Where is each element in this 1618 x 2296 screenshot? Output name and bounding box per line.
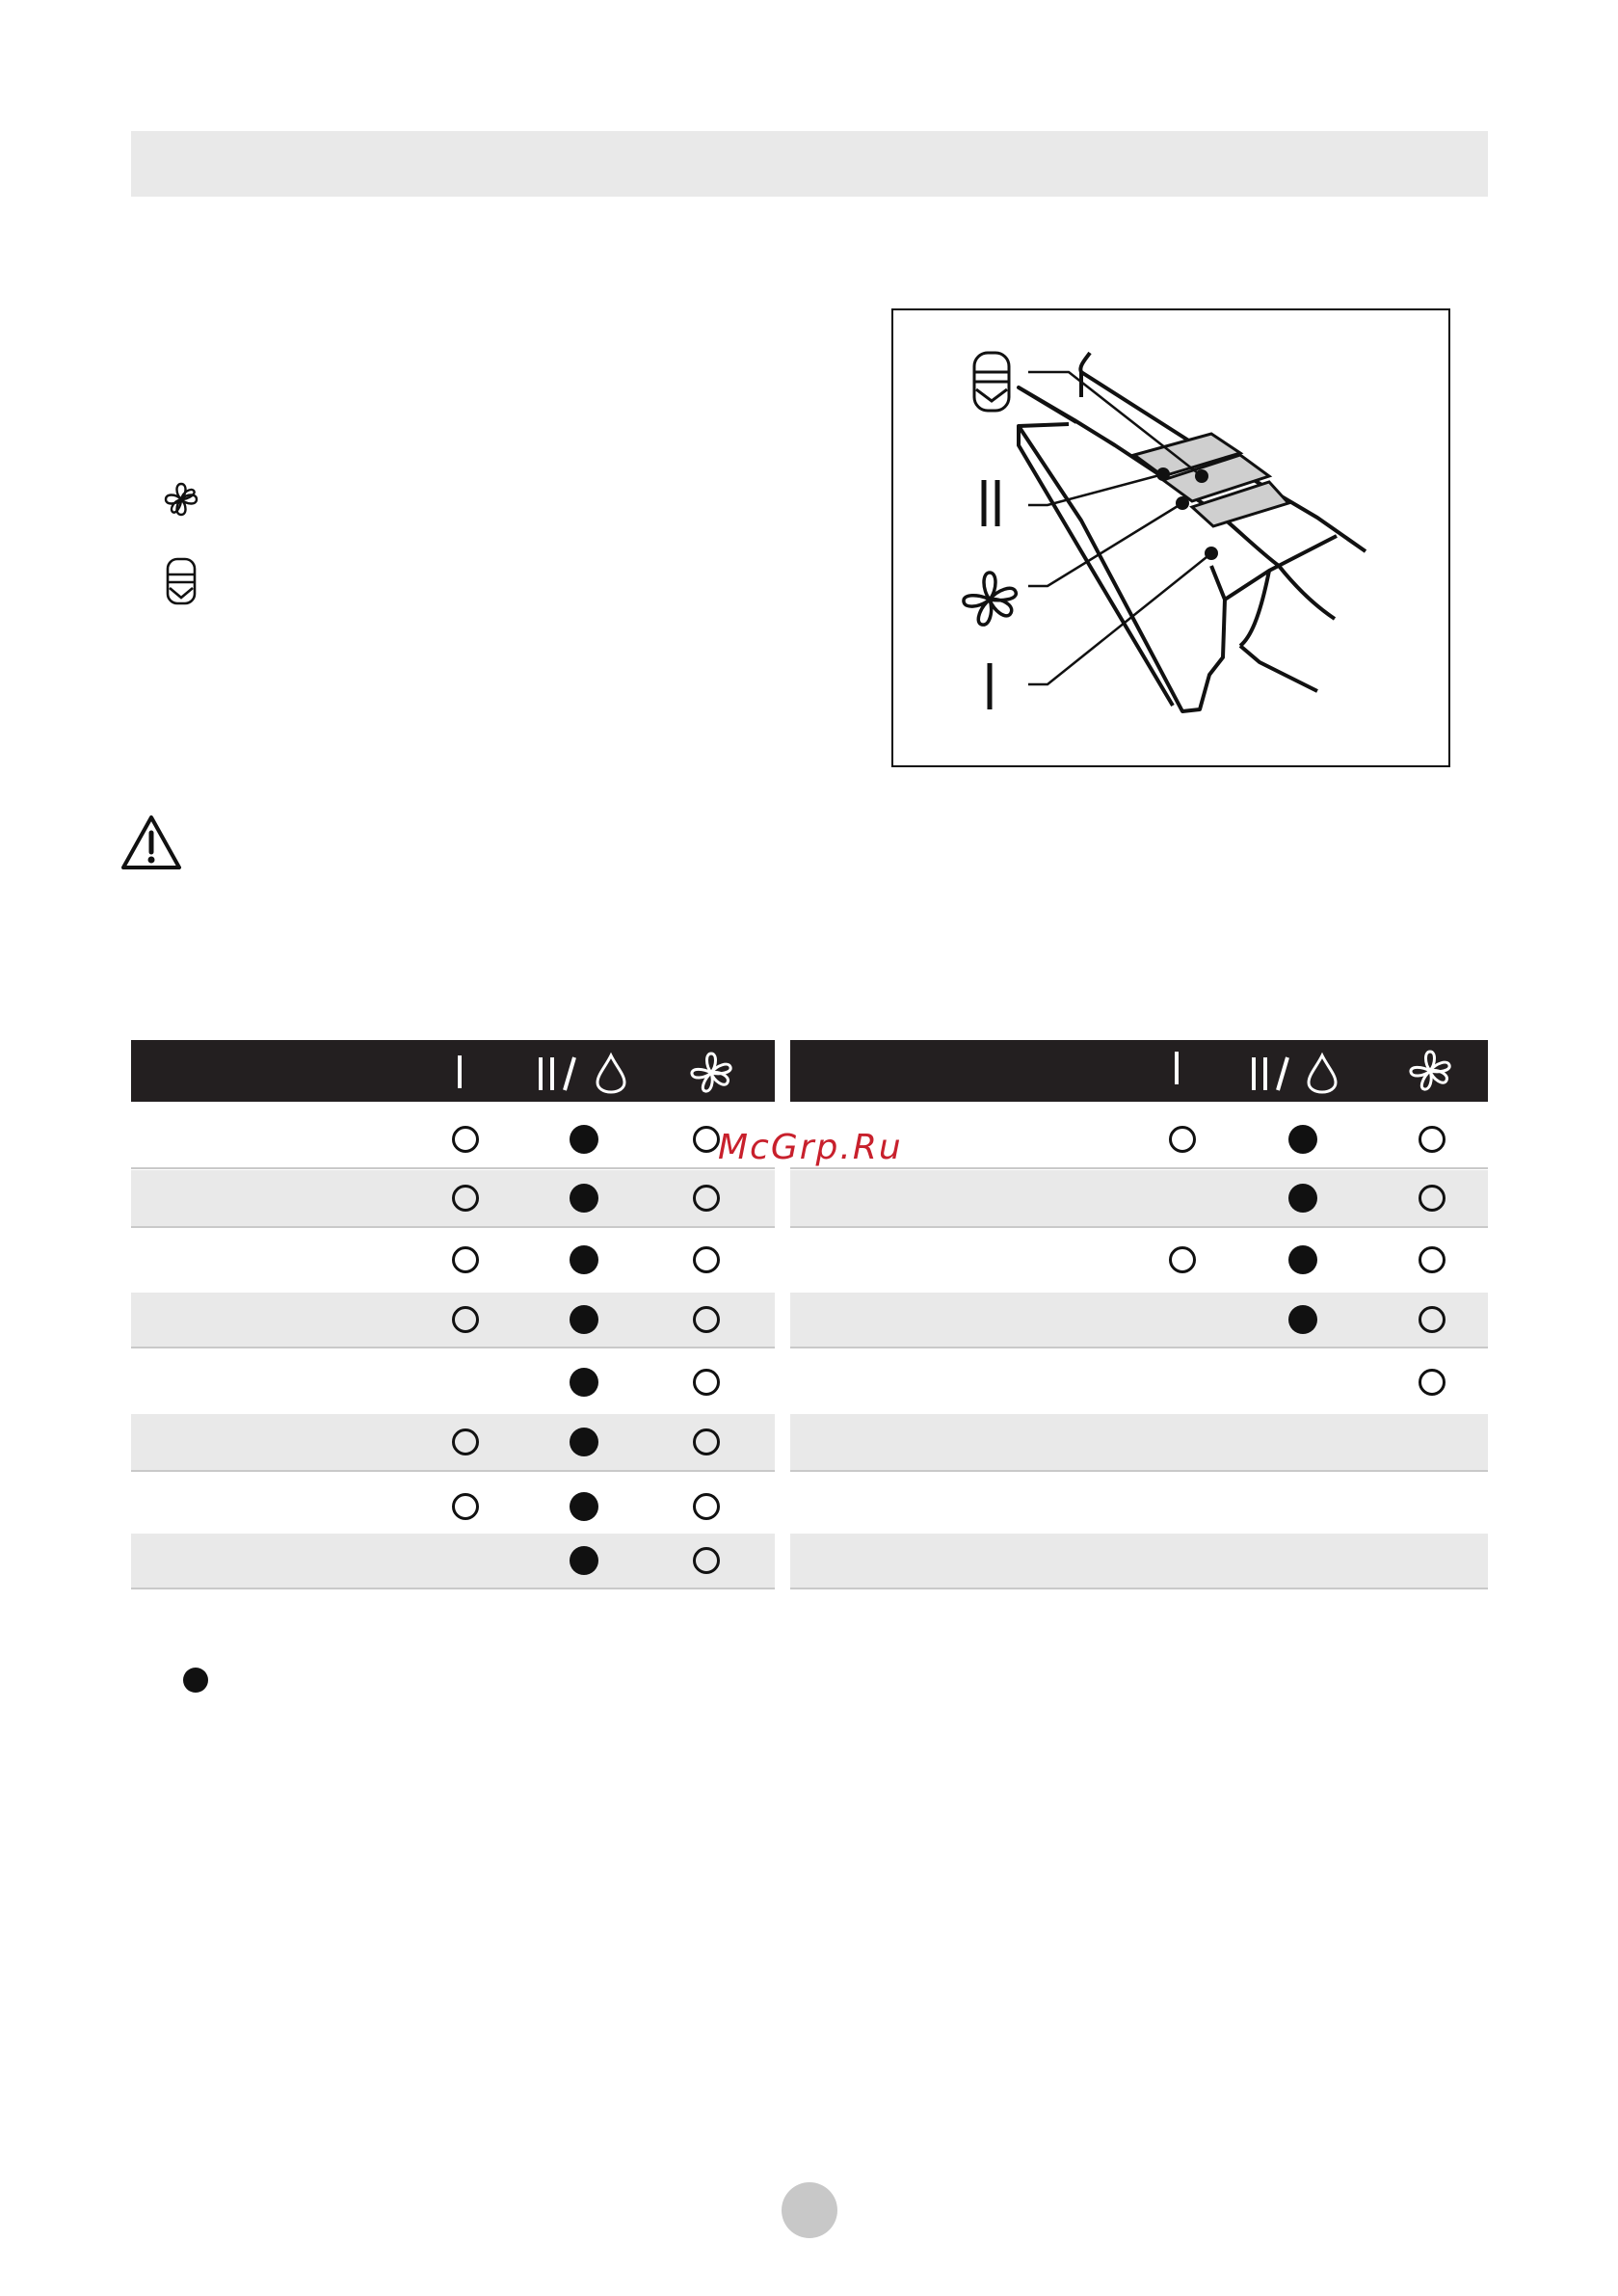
table-row [790,1474,1488,1541]
col-softener-icon [1411,1052,1449,1089]
table-left-header [131,1040,775,1102]
legend-filled-dot [183,1668,208,1693]
open-circle-mark [1169,1126,1196,1153]
watermark-text: McGrp.Ru [718,1128,903,1167]
open-circle-mark [693,1126,720,1153]
open-circle-mark [452,1306,479,1333]
table-row [790,1534,1488,1589]
open-circle-mark [693,1185,720,1212]
section-header-bar [131,131,1488,197]
table-row [131,1414,775,1472]
filled-dot-mark [570,1428,598,1456]
table-row [790,1170,1488,1228]
table-row [790,1293,1488,1348]
table-row [790,1227,1488,1295]
warning-triangle-icon [119,814,183,871]
filled-dot-mark [1288,1245,1317,1274]
col-main-wash-liquid-icon [1254,1055,1336,1092]
table-row [131,1534,775,1589]
filled-dot-mark [570,1492,598,1521]
filled-dot-mark [1288,1305,1317,1334]
filled-dot-mark [1288,1125,1317,1154]
dosage-table-left [131,1040,775,1593]
softener-flower-icon [162,480,200,519]
open-circle-mark [693,1306,720,1333]
open-circle-mark [452,1428,479,1455]
open-circle-mark [1419,1306,1446,1333]
table-row [790,1414,1488,1472]
table-row [131,1293,775,1348]
open-circle-mark [1419,1185,1446,1212]
liquid-container-icon [166,557,197,605]
open-circle-mark [693,1547,720,1574]
table-right-header [790,1040,1488,1102]
page-number-circle [782,2182,837,2238]
open-circle-mark [693,1369,720,1396]
open-circle-mark [693,1428,720,1455]
open-circle-mark [693,1493,720,1520]
filled-dot-mark [570,1368,598,1397]
open-circle-mark [693,1246,720,1273]
open-circle-mark [1169,1246,1196,1273]
table-row [131,1474,775,1541]
table-row [131,1350,775,1416]
open-circle-mark [1419,1369,1446,1396]
open-circle-mark [1419,1126,1446,1153]
dosage-table-right [790,1040,1488,1593]
filled-dot-mark [570,1184,598,1213]
drawer-illustration [893,310,1448,765]
detergent-drawer-diagram [891,308,1450,767]
filled-dot-mark [570,1245,598,1274]
open-circle-mark [452,1246,479,1273]
col-softener-icon [692,1054,730,1091]
filled-dot-mark [1288,1184,1317,1213]
table-row [131,1227,775,1295]
open-circle-mark [452,1185,479,1212]
open-circle-mark [1419,1246,1446,1273]
diagram-main-wash-icon [984,480,997,526]
open-circle-mark [452,1493,479,1520]
filled-dot-mark [570,1125,598,1154]
col-main-wash-liquid-icon [541,1055,624,1092]
table-left-header-icons [131,1040,775,1102]
table-row [131,1170,775,1228]
diagram-softener-icon [964,573,1016,625]
filled-dot-mark [570,1305,598,1334]
diagram-liquid-container-icon [974,353,1009,411]
table-right-header-icons [790,1040,1488,1102]
table-row [131,1111,775,1169]
filled-dot-mark [570,1546,598,1575]
table-row [790,1350,1488,1416]
open-circle-mark [452,1126,479,1153]
